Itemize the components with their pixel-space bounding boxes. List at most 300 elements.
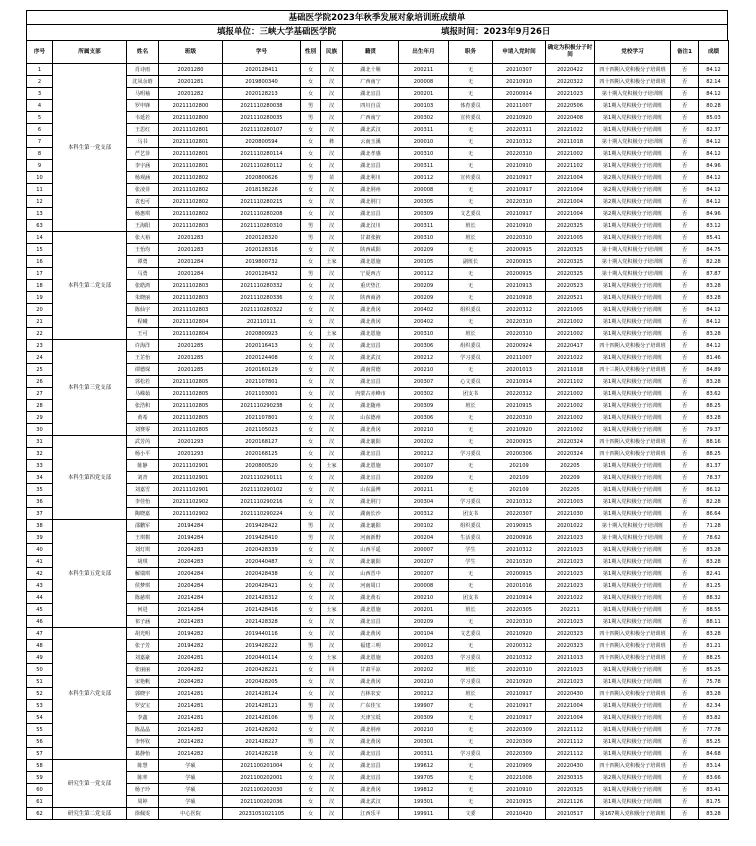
cell-student-id: 2021110280332 (223, 280, 301, 292)
cell-class: 20204284 (159, 580, 223, 592)
cell-birth: 200312 (399, 508, 449, 520)
cell-name: 马书 (127, 136, 159, 148)
table-row (27, 796, 729, 808)
cell-native-place: 云南玉溪 (343, 136, 399, 148)
cell-class: 20211102801 (159, 136, 223, 148)
cell-name: 宋艳帆 (127, 676, 159, 688)
cell-birth: 200112 (399, 172, 449, 184)
cell-gender: 女 (301, 280, 321, 292)
cell-party-school: 第十期入党积极分子培训班 (595, 88, 671, 100)
table-row (27, 232, 729, 244)
cell-native-place: 湖北襄阳 (343, 436, 399, 448)
cell-birth: 199612 (399, 760, 449, 772)
cell-score: 84.68 (699, 748, 729, 760)
cell-activist-date: 20220430 (546, 688, 595, 700)
cell-name: 罗安宝 (127, 700, 159, 712)
cell-position: 学生 (449, 556, 493, 568)
cell-student-id: 20231051021105 (223, 808, 301, 820)
cell-name: 朱晓丽 (127, 292, 159, 304)
cell-gender: 女 (301, 376, 321, 388)
cell-party-school: 第1期入党积极分子培训班 (595, 160, 671, 172)
table-row (27, 532, 729, 544)
cell-score: 83.12 (699, 220, 729, 232)
table-row (27, 64, 729, 76)
cell-party-school: 第167期入党积极分子培训班 (595, 808, 671, 820)
cell-position: 团支书 (449, 592, 493, 604)
table-row (27, 724, 729, 736)
cell-ethnicity: 土家 (321, 256, 343, 268)
cell-name: 王琪棋 (127, 532, 159, 544)
cell-activist-date: 20221002 (546, 148, 595, 160)
cell-gender: 女 (301, 652, 321, 664)
cell-name: 韦延若 (127, 112, 159, 124)
cell-class: 20211102805 (159, 424, 223, 436)
table-row (27, 808, 729, 820)
cell-party-school: 第1期入党积极分子培训班 (595, 508, 671, 520)
cell-birth: 200209 (399, 244, 449, 256)
cell-position: 宣传委员 (449, 112, 493, 124)
cell-score: 81.21 (699, 640, 729, 652)
cell-apply-date: 20200915 (493, 256, 546, 268)
cell-native-place: 陕西咸阳 (343, 244, 399, 256)
cell-gender: 女 (301, 784, 321, 796)
cell-apply-date: 20220310 (493, 664, 546, 676)
cell-student-id: 2020428221 (223, 664, 301, 676)
cell-party-school: 第1期入党积极分子培训班 (595, 784, 671, 796)
cell-gender: 女 (301, 400, 321, 412)
cell-ethnicity: 汉 (321, 496, 343, 508)
cell-gender: 男 (301, 112, 321, 124)
table-row (27, 664, 729, 676)
cell-birth: 200309 (399, 400, 449, 412)
table-row (27, 424, 729, 436)
cell-class: 20211102802 (159, 196, 223, 208)
header-position: 职务 (449, 41, 493, 64)
cell-gender: 女 (301, 460, 321, 472)
cell-student-id: 202110111 (223, 316, 301, 328)
cell-ethnicity: 彝 (321, 136, 343, 148)
cell-student-id: 2021110280336 (223, 292, 301, 304)
table-row (27, 640, 729, 652)
cell-remark: 否 (671, 196, 699, 208)
cell-position: 无 (449, 88, 493, 100)
cell-score: 83.28 (699, 556, 729, 568)
cell-birth: 200302 (399, 388, 449, 400)
cell-activist-date: 20221126 (546, 796, 595, 808)
cell-birth: 200209 (399, 616, 449, 628)
cell-position: 无 (449, 148, 493, 160)
cell-native-place: 山西平遥 (343, 544, 399, 556)
cell-position: 无 (449, 700, 493, 712)
cell-seq: 24 (27, 352, 53, 364)
cell-party-school: 四十四期入党积极分子培训班 (595, 640, 671, 652)
cell-ethnicity: 汉 (321, 784, 343, 796)
cell-native-place: 甘肃张掖 (343, 232, 399, 244)
cell-gender: 女 (301, 772, 321, 784)
cell-position: 心文委员 (449, 376, 493, 388)
cell-position: 无 (449, 160, 493, 172)
cell-position: 无 (449, 436, 493, 448)
cell-native-place: 河南周口 (343, 580, 399, 592)
cell-apply-date: 20210917 (493, 700, 546, 712)
header-row (27, 41, 729, 64)
cell-activist-date: 20221004 (546, 172, 595, 184)
cell-class: 20214283 (159, 616, 223, 628)
cell-party-school: 第1期入党积极分子培训班 (595, 592, 671, 604)
cell-gender: 女 (301, 244, 321, 256)
cell-name: 肖诗雨 (127, 64, 159, 76)
cell-class: 20194284 (159, 532, 223, 544)
cell-party-school: 第十期入党积极分子培训班 (595, 256, 671, 268)
table-row (27, 472, 729, 484)
cell-branch: 本科生第三党支部 (53, 340, 127, 436)
cell-apply-date: 20210917 (493, 208, 546, 220)
cell-ethnicity: 汉 (321, 616, 343, 628)
cell-student-id: 2021103001 (223, 388, 301, 400)
cell-native-place: 湖北宜昌 (343, 448, 399, 460)
cell-activist-date: 20221003 (546, 496, 595, 508)
cell-gender: 男 (301, 640, 321, 652)
cell-gender: 女 (301, 664, 321, 676)
cell-birth: 200212 (399, 688, 449, 700)
cell-position: 无 (449, 616, 493, 628)
cell-remark: 否 (671, 736, 699, 748)
cell-birth: 200201 (399, 88, 449, 100)
cell-birth: 200310 (399, 148, 449, 160)
cell-activist-date: 20221002 (546, 412, 595, 424)
cell-position: 无 (449, 796, 493, 808)
cell-score: 83.28 (699, 544, 729, 556)
cell-birth: 200309 (399, 208, 449, 220)
table-row (27, 172, 729, 184)
cell-score: 81.25 (699, 580, 729, 592)
cell-remark: 否 (671, 784, 699, 796)
cell-student-id: 2021100202030 (223, 784, 301, 796)
cell-name: 马勇 (127, 268, 159, 280)
cell-remark: 否 (671, 448, 699, 460)
cell-party-school: 第1期入党积极分子培训班 (595, 400, 671, 412)
cell-birth: 199812 (399, 784, 449, 796)
cell-branch: 研究生第二党支部 (53, 808, 127, 820)
cell-student-id: 2018138226 (223, 184, 301, 196)
cell-remark: 否 (671, 232, 699, 244)
cell-native-place: 湖北襄阳 (343, 520, 399, 532)
table-row (27, 376, 729, 388)
cell-birth: 200107 (399, 460, 449, 472)
cell-position: 无 (449, 640, 493, 652)
table-body (27, 64, 729, 820)
cell-native-place: 湖北宜昌 (343, 376, 399, 388)
cell-native-place: 江西乐平 (343, 808, 399, 820)
score-table (26, 40, 729, 820)
cell-party-school: 第1期入党积极分子培训班 (595, 352, 671, 364)
cell-birth: 200311 (399, 124, 449, 136)
table-row (27, 712, 729, 724)
cell-party-school: 第1期入党积极分子培训班 (595, 580, 671, 592)
cell-seq: 3 (27, 88, 53, 100)
cell-apply-date: 20210920 (493, 628, 546, 640)
cell-name: 解瑞琪 (127, 568, 159, 580)
cell-seq: 30 (27, 424, 53, 436)
cell-student-id: 2021110280112 (223, 160, 301, 172)
cell-activist-date: 20220422 (546, 64, 595, 76)
cell-remark: 否 (671, 268, 699, 280)
cell-student-id: 2021428124 (223, 688, 301, 700)
table-row (27, 568, 729, 580)
cell-activist-date: 202205 (546, 484, 595, 496)
cell-remark: 否 (671, 556, 699, 568)
cell-activist-date: 20220523 (546, 280, 595, 292)
cell-activist-date: 20220324 (546, 436, 595, 448)
cell-score: 83.28 (699, 292, 729, 304)
cell-name: 许海洋 (127, 340, 159, 352)
cell-student-id: 2021100202036 (223, 796, 301, 808)
cell-name: 陈晶晶 (127, 724, 159, 736)
cell-gender: 女 (301, 508, 321, 520)
cell-remark: 否 (671, 712, 699, 724)
cell-remark: 否 (671, 208, 699, 220)
cell-ethnicity: 汉 (321, 316, 343, 328)
cell-ethnicity: 汉 (321, 124, 343, 136)
cell-remark: 否 (671, 160, 699, 172)
cell-class: 20211102803 (159, 280, 223, 292)
table-row (27, 88, 729, 100)
cell-party-school: 第1期入党积极分子培训班 (595, 100, 671, 112)
cell-score: 83.41 (699, 784, 729, 796)
cell-score: 86.12 (699, 484, 729, 496)
cell-party-school: 第1期入党积极分子培训班 (595, 748, 671, 760)
header-native-place: 籍贯 (343, 41, 399, 64)
cell-birth: 200209 (399, 280, 449, 292)
cell-activist-date: 20221005 (546, 232, 595, 244)
table-row (27, 544, 729, 556)
cell-position: 无 (449, 316, 493, 328)
cell-class: 20201283 (159, 232, 223, 244)
cell-activist-date: 202211 (546, 604, 595, 616)
cell-position: 班长 (449, 664, 493, 676)
cell-party-school: 四十四期入党积极分子培训班 (595, 76, 671, 88)
cell-activist-date: 20220408 (546, 112, 595, 124)
cell-name: 李宇涵 (127, 160, 159, 172)
cell-party-school: 第十期入党积极分子培训班 (595, 268, 671, 280)
header-birth: 出生年月 (399, 41, 449, 64)
cell-ethnicity: 汉 (321, 232, 343, 244)
cell-apply-date: 20210920 (493, 676, 546, 688)
cell-score: 84.12 (699, 340, 729, 352)
cell-class: 学硕 (159, 760, 223, 772)
cell-apply-date: 20220310 (493, 196, 546, 208)
cell-remark: 否 (671, 640, 699, 652)
cell-seq: 4 (27, 100, 53, 112)
cell-position: 组织委员 (449, 340, 493, 352)
cell-remark: 否 (671, 172, 699, 184)
cell-position: 无 (449, 424, 493, 436)
cell-class: 20214281 (159, 712, 223, 724)
cell-birth: 200306 (399, 340, 449, 352)
cell-native-place: 吉林农安 (343, 688, 399, 700)
cell-remark: 否 (671, 400, 699, 412)
table-row (27, 436, 729, 448)
cell-student-id: 2019428222 (223, 640, 301, 652)
table-row (27, 328, 729, 340)
cell-apply-date: 20201013 (493, 364, 546, 376)
cell-native-place: 山西晋中 (343, 568, 399, 580)
cell-apply-date: 20200915 (493, 244, 546, 256)
cell-student-id: 2019428410 (223, 532, 301, 544)
cell-score: 78.62 (699, 532, 729, 544)
cell-name: 刘灯琪 (127, 544, 159, 556)
cell-score: 84.12 (699, 316, 729, 328)
cell-position: 无 (449, 472, 493, 484)
header-seq: 序号 (27, 41, 53, 64)
cell-ethnicity: 汉 (321, 376, 343, 388)
cell-party-school: 第1期入党积极分子培训班 (595, 700, 671, 712)
cell-birth: 200307 (399, 376, 449, 388)
cell-apply-date: 20200916 (493, 532, 546, 544)
cell-position: 体育委员 (449, 100, 493, 112)
cell-activist-date: 20221004 (546, 208, 595, 220)
cell-seq: 20 (27, 304, 53, 316)
cell-remark: 否 (671, 676, 699, 688)
cell-apply-date: 20220307 (493, 508, 546, 520)
cell-class: 20211102805 (159, 388, 223, 400)
table-row (27, 592, 729, 604)
cell-score: 88.11 (699, 616, 729, 628)
cell-apply-date: 20210915 (493, 400, 546, 412)
cell-name: 马明袖 (127, 88, 159, 100)
cell-birth: 200304 (399, 496, 449, 508)
cell-student-id: 2021428106 (223, 712, 301, 724)
table-row (27, 784, 729, 796)
cell-score: 87.87 (699, 268, 729, 280)
cell-position: 无 (449, 484, 493, 496)
cell-score: 83.28 (699, 688, 729, 700)
cell-remark: 否 (671, 568, 699, 580)
cell-seq: 37 (27, 508, 53, 520)
cell-seq: 44 (27, 592, 53, 604)
table-row (27, 160, 729, 172)
table-row (27, 196, 729, 208)
cell-ethnicity: 汉 (321, 688, 343, 700)
cell-remark: 否 (671, 256, 699, 268)
cell-apply-date: 202109 (493, 484, 546, 496)
cell-party-school: 第1期入党积极分子培训班 (595, 376, 671, 388)
header-apply-date: 申请入党时间 (493, 41, 546, 64)
cell-position: 班长 (449, 232, 493, 244)
cell-party-school: 第1期入党积极分子培训班 (595, 664, 671, 676)
cell-ethnicity: 汉 (321, 292, 343, 304)
cell-birth: 200209 (399, 472, 449, 484)
cell-apply-date: 20210312 (493, 652, 546, 664)
cell-class: 20214281 (159, 700, 223, 712)
cell-student-id: 2020800923 (223, 328, 301, 340)
cell-seq: 33 (27, 460, 53, 472)
cell-student-id: 2021428312 (223, 592, 301, 604)
cell-name: 杨观涵 (127, 172, 159, 184)
cell-seq: 50 (27, 664, 53, 676)
cell-birth: 199705 (399, 772, 449, 784)
table-row (27, 352, 729, 364)
table-row (27, 616, 729, 628)
cell-score: 88.25 (699, 400, 729, 412)
cell-apply-date: 20220312 (493, 304, 546, 316)
page-title: 基础医学院2023年秋季发展对象培训班成绩单 (26, 10, 728, 24)
cell-party-school: 第1期入党积极分子培训班 (595, 412, 671, 424)
cell-class: 20211102901 (159, 472, 223, 484)
cell-gender: 女 (301, 472, 321, 484)
cell-apply-date: 20220310 (493, 232, 546, 244)
cell-score: 80.28 (699, 100, 729, 112)
cell-birth: 200201 (399, 604, 449, 616)
cell-student-id: 2020160129 (223, 364, 301, 376)
cell-score: 82.28 (699, 256, 729, 268)
cell-score: 83.82 (699, 712, 729, 724)
cell-gender: 女 (301, 328, 321, 340)
cell-name: 胡光明 (127, 628, 159, 640)
cell-party-school: 第十期入党积极分子培训班 (595, 136, 671, 148)
cell-ethnicity: 土家 (321, 328, 343, 340)
cell-score: 84.12 (699, 136, 729, 148)
cell-score: 83.28 (699, 808, 729, 820)
cell-seq: 61 (27, 796, 53, 808)
cell-gender: 女 (301, 148, 321, 160)
cell-birth: 200202 (399, 436, 449, 448)
cell-activist-date: 20220323 (546, 628, 595, 640)
cell-score: 78.37 (699, 472, 729, 484)
cell-party-school: 第1期入党积极分子培训班 (595, 112, 671, 124)
cell-party-school: 第1期入党积极分子培训班 (595, 460, 671, 472)
cell-gender: 女 (301, 568, 321, 580)
cell-name: 刘青 (127, 472, 159, 484)
cell-seq: 43 (27, 580, 53, 592)
cell-party-school: 第1期入党积极分子培训班 (595, 484, 671, 496)
cell-class: 20211102800 (159, 112, 223, 124)
cell-name: 张子芳 (127, 640, 159, 652)
cell-name: 邵鹏军 (127, 520, 159, 532)
cell-birth: 200311 (399, 220, 449, 232)
cell-name: 杨惠琪 (127, 208, 159, 220)
cell-activist-date: 20220325 (546, 784, 595, 796)
cell-seq: 23 (27, 340, 53, 352)
cell-ethnicity: 汉 (321, 304, 343, 316)
cell-position: 宣传委员 (449, 172, 493, 184)
header-class: 班级 (159, 41, 223, 64)
cell-remark: 否 (671, 280, 699, 292)
table-row (27, 580, 729, 592)
cell-seq: 51 (27, 676, 53, 688)
cell-apply-date: 20220310 (493, 328, 546, 340)
cell-birth: 200008 (399, 184, 449, 196)
cell-activist-date: 20210517 (546, 808, 595, 820)
cell-apply-date: 20210914 (493, 376, 546, 388)
cell-seq: 25 (27, 364, 53, 376)
cell-position: 无 (449, 724, 493, 736)
cell-student-id: 2020128411 (223, 64, 301, 76)
cell-class: 20201281 (159, 76, 223, 88)
cell-remark: 否 (671, 136, 699, 148)
cell-native-place: 湖南常德 (343, 364, 399, 376)
cell-birth: 200212 (399, 448, 449, 460)
cell-birth: 200103 (399, 100, 449, 112)
cell-gender: 女 (301, 616, 321, 628)
cell-remark: 否 (671, 220, 699, 232)
cell-branch: 本科生第四党支部 (53, 436, 127, 520)
cell-student-id: 2020428205 (223, 676, 301, 688)
table-row (27, 316, 729, 328)
cell-student-id: 2020128316 (223, 244, 301, 256)
cell-remark: 否 (671, 364, 699, 376)
cell-ethnicity: 汉 (321, 244, 343, 256)
